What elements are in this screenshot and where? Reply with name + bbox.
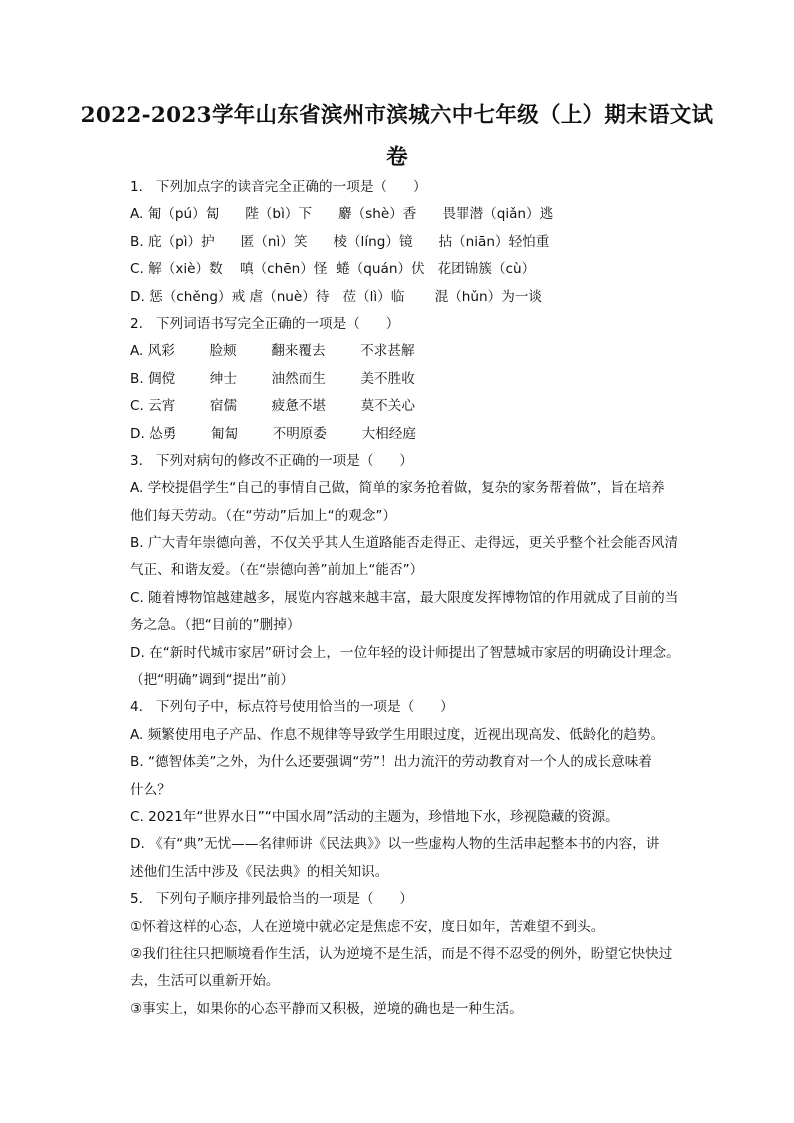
exam-title-line-1: 2022-2023学年山东省滨州市滨城六中七年级（上）期末语文试 <box>80 103 714 128</box>
question-4-option-d-line-1: D. 《有“典”无忧——名律师讲《民法典》》以一些虚构人物的生活串起整本书的内容，讲 <box>130 836 660 853</box>
question-2-option-b: B. 倜傥 绅士 油然而生 美不胜收 <box>130 370 415 387</box>
question-3-option-a-line-1: A. 学校提倡学生“自己的事情自己做，简单的家务抢着做，复杂的家务帮着做”，旨在培养 <box>130 480 665 497</box>
question-3-option-c-line-2: 务之急。（把“目前的”删掉） <box>130 617 301 634</box>
question-2-option-d: D. 怂勇 匍匐 不明原委 大相经庭 <box>130 425 416 442</box>
question-2-stem: 2. 下列词语书写完全正确的一项是（ ） <box>130 315 400 332</box>
question-3-option-c-line-1: C. 随着博物馆越建越多，展览内容越来越丰富，最大限度发挥博物馆的作用就成了目前的当 <box>130 589 679 606</box>
question-1-option-c: C. 解（xiè）数 嗔（chēn）怪 蜷（quán）伏 花团锦簇（cù） <box>130 261 536 278</box>
question-4-option-b-line-2: 什么？ <box>130 781 171 798</box>
question-3-stem: 3. 下列对病句的修改不正确的一项是（ ） <box>130 452 413 469</box>
question-list <box>130 174 680 1023</box>
question-5-sentence-1: ①怀着这样的心态，人在逆境中就必定是焦虑不安，度日如年，苦难望不到头。 <box>130 918 605 935</box>
question-4-option-a: A. 频繁使用电子产品、作息不规律等导致学生用眼过度，近视出现高发、低龄化的趋势。 <box>130 726 665 743</box>
question-3-option-b-line-1: B. 广大青年崇德向善，不仅关乎其人生道路能否走得正、走得远，更关乎整个社会能否风清 <box>130 535 679 552</box>
question-5-sentence-3: ③事实上，如果你的心态平静而又积极，逆境的确也是一种生活。 <box>130 1000 523 1017</box>
question-3-option-d-line-2: （把“明确”调到“提出”前） <box>130 672 295 689</box>
question-3-option-d-line-1: D. 在“新时代城市家居”研讨会上，一位年轻的设计师提出了智慧城市家居的明确设计理念。 <box>130 644 680 661</box>
question-5-stem: 5. 下列句子顺序排列最恰当的一项是（ ） <box>130 891 413 908</box>
question-4-option-c: C. 2021年“世界水日”“中国水周”活动的主题为，珍惜地下水，珍视隐藏的资源。 <box>130 808 619 825</box>
question-1-option-d: D. 惩（chěng）戒 虐（nuè）待 莅（lì）临 混（hǔn）为一谈 <box>130 288 543 305</box>
question-3-option-b-line-2: 气正、和谐友爱。（在“崇德向善”前加上“能否”） <box>130 562 424 579</box>
question-3-option-a-line-2: 他们每天劳动。（在“劳动”后加上“的观念”） <box>130 507 397 524</box>
exam-title-line-2: 卷 <box>386 145 408 170</box>
question-1-option-b: B. 庇（pì）护 匿（nì）笑 棱（líng）镜 拈（niān）轻怕重 <box>130 233 550 250</box>
question-5-sentence-2-line-2: 去，生活可以重新开始。 <box>130 973 280 990</box>
question-2-option-a: A. 风彩 脸颊 翻来覆去 不求甚解 <box>130 343 415 360</box>
question-5-sentence-2-line-1: ②我们往往只把顺境看作生活，认为逆境不是生活，而是不得不忍受的例外，盼望它快快过 <box>130 945 673 962</box>
question-1-stem: 1. 下列加点字的读音完全正确的一项是（ ） <box>130 179 427 195</box>
question-4-stem: 4. 下列句子中，标点符号使用恰当的一项是（ ） <box>130 699 454 716</box>
question-1-option-a: A. 匍（pú）匐 陛（bì）下 麝（shè）香 畏罪潜（qiǎn）逃 <box>130 206 554 223</box>
question-4-option-b-line-1: B. “德智体美”之外，为什么还要强调“劳”！出力流汗的劳动教育对一个人的成长意味着 <box>130 754 652 771</box>
question-2-option-c: C. 云宵 宿儒 疲惫不堪 莫不关心 <box>130 398 415 415</box>
question-4-option-d-line-2: 述他们生活中涉及《民法典》的相关知识。 <box>130 863 389 880</box>
